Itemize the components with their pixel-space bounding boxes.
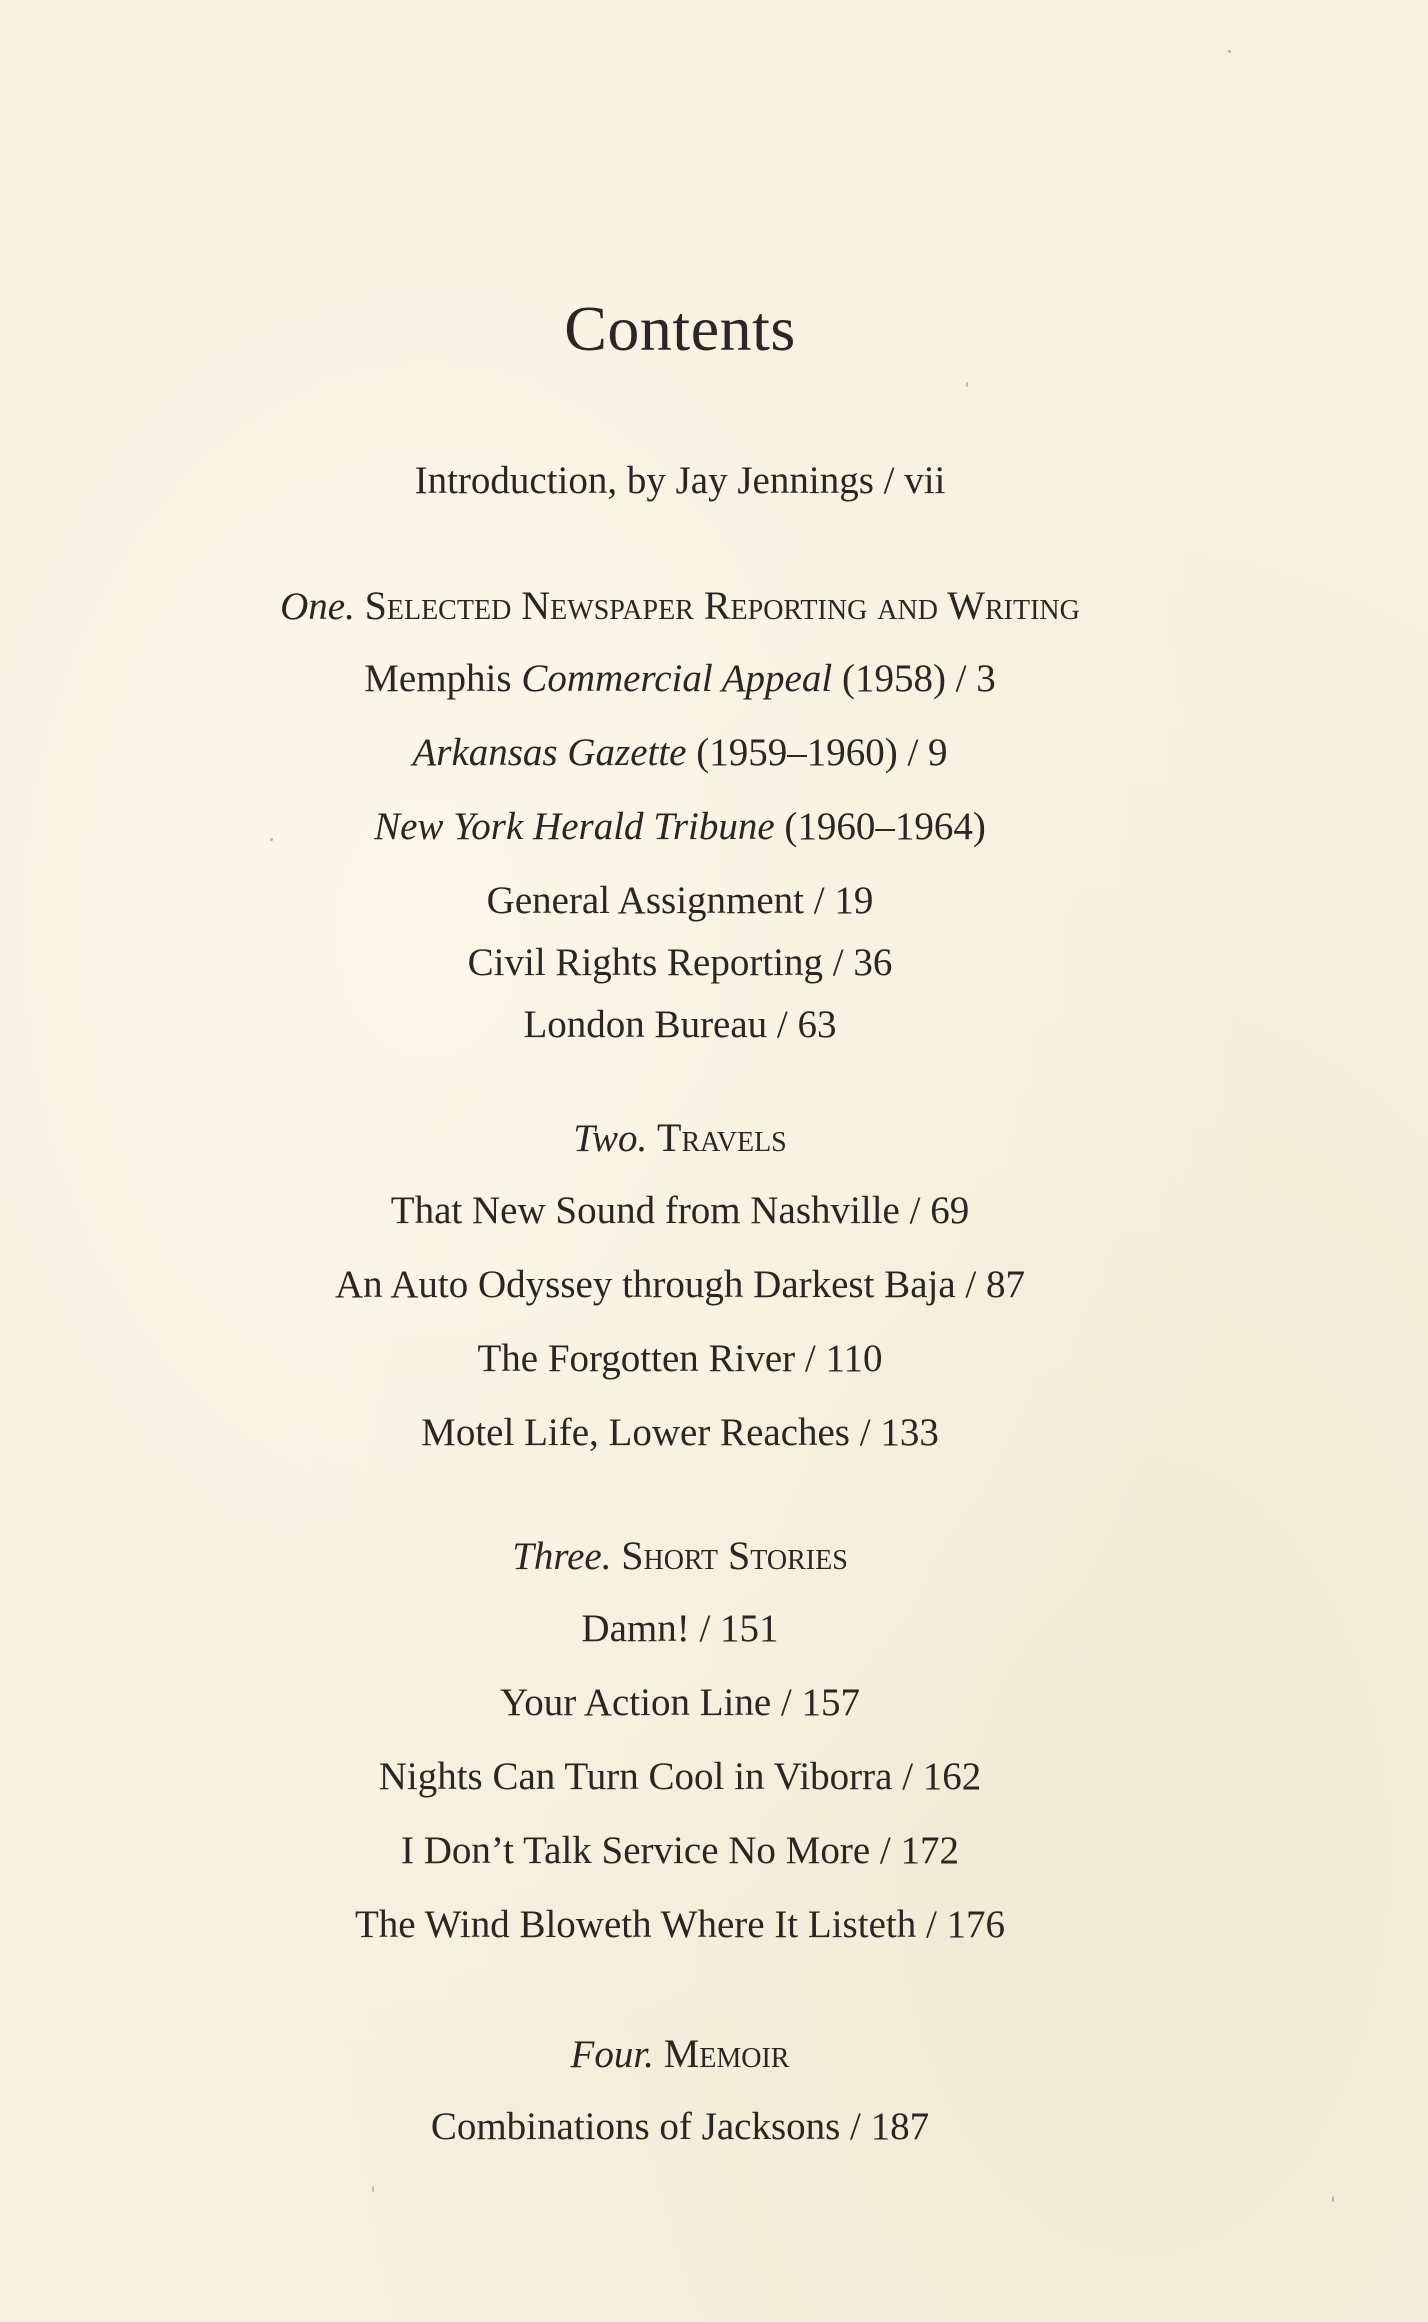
toc-entry xyxy=(0,730,1360,775)
toc-entry: Motel Life, Lower Reaches / 133 xyxy=(421,1411,939,1454)
section-number: Two. xyxy=(573,1117,648,1160)
entry-italic-title: Commercial Appeal xyxy=(521,657,833,700)
section-heading-one xyxy=(0,582,1360,629)
paper-speck xyxy=(372,2186,374,2192)
toc-entry: Your Action Line / 157 xyxy=(499,1681,861,1724)
section-name: Short Stories xyxy=(621,1533,848,1578)
toc-entry: I Don’t Talk Service No More / 172 xyxy=(401,1829,959,1872)
entry-text: Memphis xyxy=(364,657,522,700)
entry-text: (1960–1964) xyxy=(774,805,986,848)
page-title: Contents xyxy=(564,293,796,364)
section-heading-three xyxy=(0,1532,1360,1579)
entry-italic-title: New York Herald Tribune xyxy=(374,805,775,848)
entry-text: (1959–1960) / 9 xyxy=(686,731,948,774)
paper-speck xyxy=(270,838,273,841)
section-name: Memoir xyxy=(663,2031,790,2076)
paper-speck xyxy=(1332,2196,1334,2202)
toc-entry: Combinations of Jacksons / 187 xyxy=(430,2105,930,2148)
paper-speck xyxy=(966,382,968,387)
toc-entry: The Wind Bloweth Where It Listeth / 176 xyxy=(354,1903,1006,1946)
toc-introduction: Introduction, by Jay Jennings / vii xyxy=(414,459,946,502)
section-number: Three. xyxy=(512,1535,612,1578)
toc-entry: The Forgotten River / 110 xyxy=(477,1337,883,1380)
paper-speck xyxy=(1228,50,1231,53)
section-heading-two xyxy=(0,1114,1360,1161)
toc-entry xyxy=(0,656,1360,701)
toc-entry: An Auto Odyssey through Darkest Baja / 87 xyxy=(334,1263,1025,1306)
toc-entry: Damn! / 151 xyxy=(581,1607,779,1650)
toc-entry xyxy=(0,804,1360,849)
section-name: Travels xyxy=(657,1115,787,1160)
toc-entry: That New Sound from Nashville / 69 xyxy=(390,1189,970,1232)
entry-italic-title: Arkansas Gazette xyxy=(412,731,687,774)
section-number: One. xyxy=(280,585,355,628)
section-heading-four xyxy=(0,2030,1360,2077)
section-name: Selected Newspaper Reporting and Writing xyxy=(364,583,1080,628)
toc-entry: Nights Can Turn Cool in Viborra / 162 xyxy=(378,1755,982,1798)
toc-subentry: General Assignment / 19 xyxy=(486,879,874,922)
entry-text: (1958) / 3 xyxy=(832,657,996,700)
toc-subentry: Civil Rights Reporting / 36 xyxy=(467,941,893,984)
section-number: Four. xyxy=(570,2033,654,2076)
toc-subentry: London Bureau / 63 xyxy=(523,1003,837,1046)
